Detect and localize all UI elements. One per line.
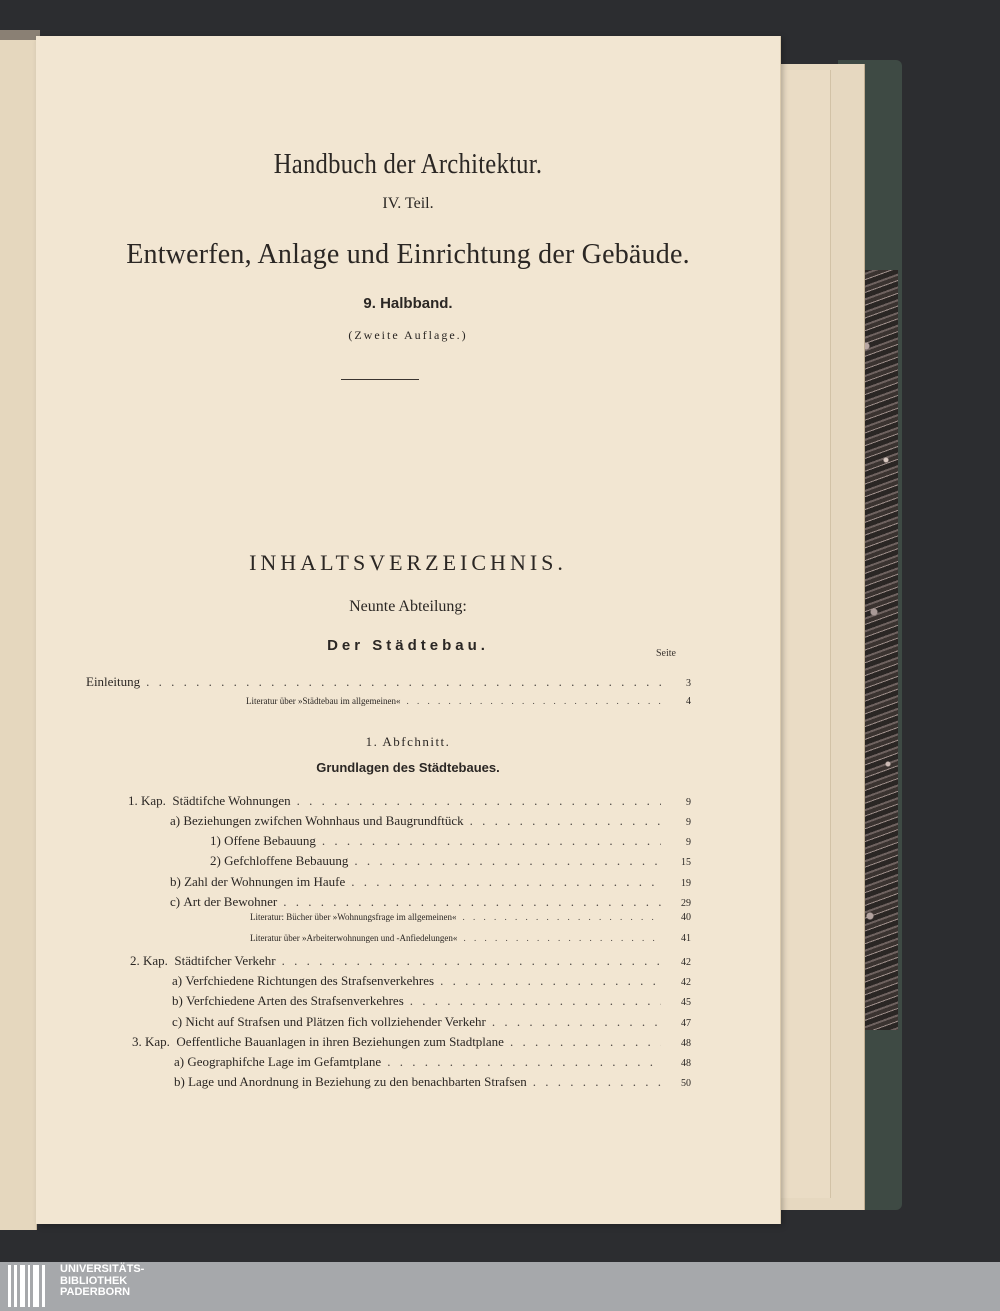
toc-number: 3. Kap. [132, 1034, 170, 1049]
division-heading: Neunte Abteilung: [349, 598, 467, 615]
library-name [60, 1264, 260, 1299]
toc-entry [130, 953, 691, 969]
toc-page: 9 [686, 797, 691, 808]
toc-entry [174, 1074, 691, 1090]
library-name-line: UNIVERSITÄTS- [60, 1263, 145, 1275]
toc-entry [250, 933, 691, 944]
toc-label: Literatur: Bücher über »Wohnungsfrage im allgemeinen« [250, 912, 457, 922]
toc-label: Gefchloffene Bebauung [224, 853, 349, 868]
toc-label: Art der Bewohner [183, 894, 278, 909]
toc-page: 9 [686, 837, 691, 848]
toc-entry [174, 1054, 691, 1070]
toc-label: Zahl der Wohnungen im Haufe [184, 874, 346, 889]
part-title: IV. Teil. [382, 195, 434, 212]
toc-page: 47 [681, 1018, 691, 1029]
toc-label: Verfchiedene Richtungen des Strafsenverkehres [185, 973, 435, 988]
toc-label: Oeffentliche Bauanlagen in ihren Beziehungen zum Stadtplane [176, 1034, 504, 1049]
contents-heading: INHALTSVERZEICHNIS. [249, 550, 567, 575]
toc-number: c) [170, 894, 181, 909]
toc-page: 45 [681, 997, 691, 1008]
edition-note: (Zweite Auflage.) [348, 328, 468, 342]
toc-label: Beziehungen zwifchen Wohnhaus und Baugrundftück [183, 813, 464, 828]
halfvolume-title: 9. Halbband. [363, 295, 453, 312]
handbook-title: Handbuch der Architektur. [273, 148, 543, 180]
toc-page: 3 [686, 678, 691, 689]
toc-number: 2) [210, 853, 221, 868]
toc-number: 1. Kap. [128, 793, 166, 808]
toc-page: 48 [681, 1058, 691, 1069]
document-page [36, 36, 780, 1224]
toc-entry [246, 696, 691, 707]
toc-page: 15 [681, 857, 691, 868]
toc-entry [210, 833, 691, 849]
toc-page: 4 [686, 696, 691, 707]
library-name-line: BIBLIOTHEK [60, 1274, 128, 1287]
toc-label: Lage und Anordnung in Beziehung zu den benachbarten Strafsen [188, 1074, 527, 1089]
section-heading: 1. Abfchnitt. [365, 734, 451, 749]
toc-entry [250, 912, 691, 923]
toc-number: b) [170, 874, 181, 889]
toc-label: Städtifcher Verkehr [174, 953, 276, 968]
toc-entry [172, 993, 691, 1009]
toc-number: a) [172, 973, 183, 988]
toc-label: Städtifche Wohnungen [172, 793, 291, 808]
toc-label: Geographifche Lage im Gefamtplane [187, 1054, 382, 1069]
toc-page: 19 [681, 878, 691, 889]
toc-number: a) [170, 813, 181, 828]
toc-label: Literatur über »Städtebau im allgemeinen« [246, 696, 401, 706]
underlying-page-2 [780, 70, 831, 1198]
toc-number: 1) [210, 833, 221, 848]
toc-entry [128, 793, 691, 809]
toc-entry [210, 853, 691, 869]
library-name-line: PADERBORN [60, 1286, 131, 1298]
toc-page: 41 [681, 933, 691, 944]
library-logo-icon [8, 1265, 50, 1307]
toc-label: Offene Bebauung [224, 833, 316, 848]
toc-entry [170, 813, 691, 829]
toc-number: b) [174, 1074, 185, 1089]
toc-entry [132, 1034, 691, 1050]
toc-page: 29 [681, 898, 691, 909]
section-title: Grundlagen des Städtebaues. [316, 760, 500, 775]
toc-number: 2. Kap. [130, 953, 168, 968]
toc-number: c) [172, 1014, 183, 1029]
page-column-header: Seite [656, 648, 676, 659]
toc-label: Einleitung [86, 674, 141, 689]
topic-heading: Der Städtebau. [327, 637, 489, 654]
toc-page: 40 [681, 912, 691, 923]
toc-entry [170, 894, 691, 910]
toc-page: 42 [681, 957, 691, 968]
toc-page: 50 [681, 1078, 691, 1089]
divider-rule [341, 379, 419, 380]
toc-entry [172, 973, 691, 989]
toc-entry [172, 1014, 691, 1030]
toc-number: b) [172, 993, 183, 1008]
toc-label: Nicht auf Strafsen und Plätzen fich vollziehender Verkehr [185, 1014, 486, 1029]
subject-title: Entwerfen, Anlage und Einrichtung der Gebäude. [126, 239, 690, 270]
toc-page: 42 [681, 977, 691, 988]
left-page-edge [0, 40, 37, 1230]
toc-page: 48 [681, 1038, 691, 1049]
toc-page: 9 [686, 817, 691, 828]
toc-entry [86, 674, 691, 690]
toc-label: Literatur über »Arbeiterwohnungen und -Anfiedelungen« [250, 933, 458, 943]
toc-label: Verfchiedene Arten des Strafsenverkehres [186, 993, 404, 1008]
toc-entry [170, 874, 691, 890]
toc-number: a) [174, 1054, 185, 1069]
